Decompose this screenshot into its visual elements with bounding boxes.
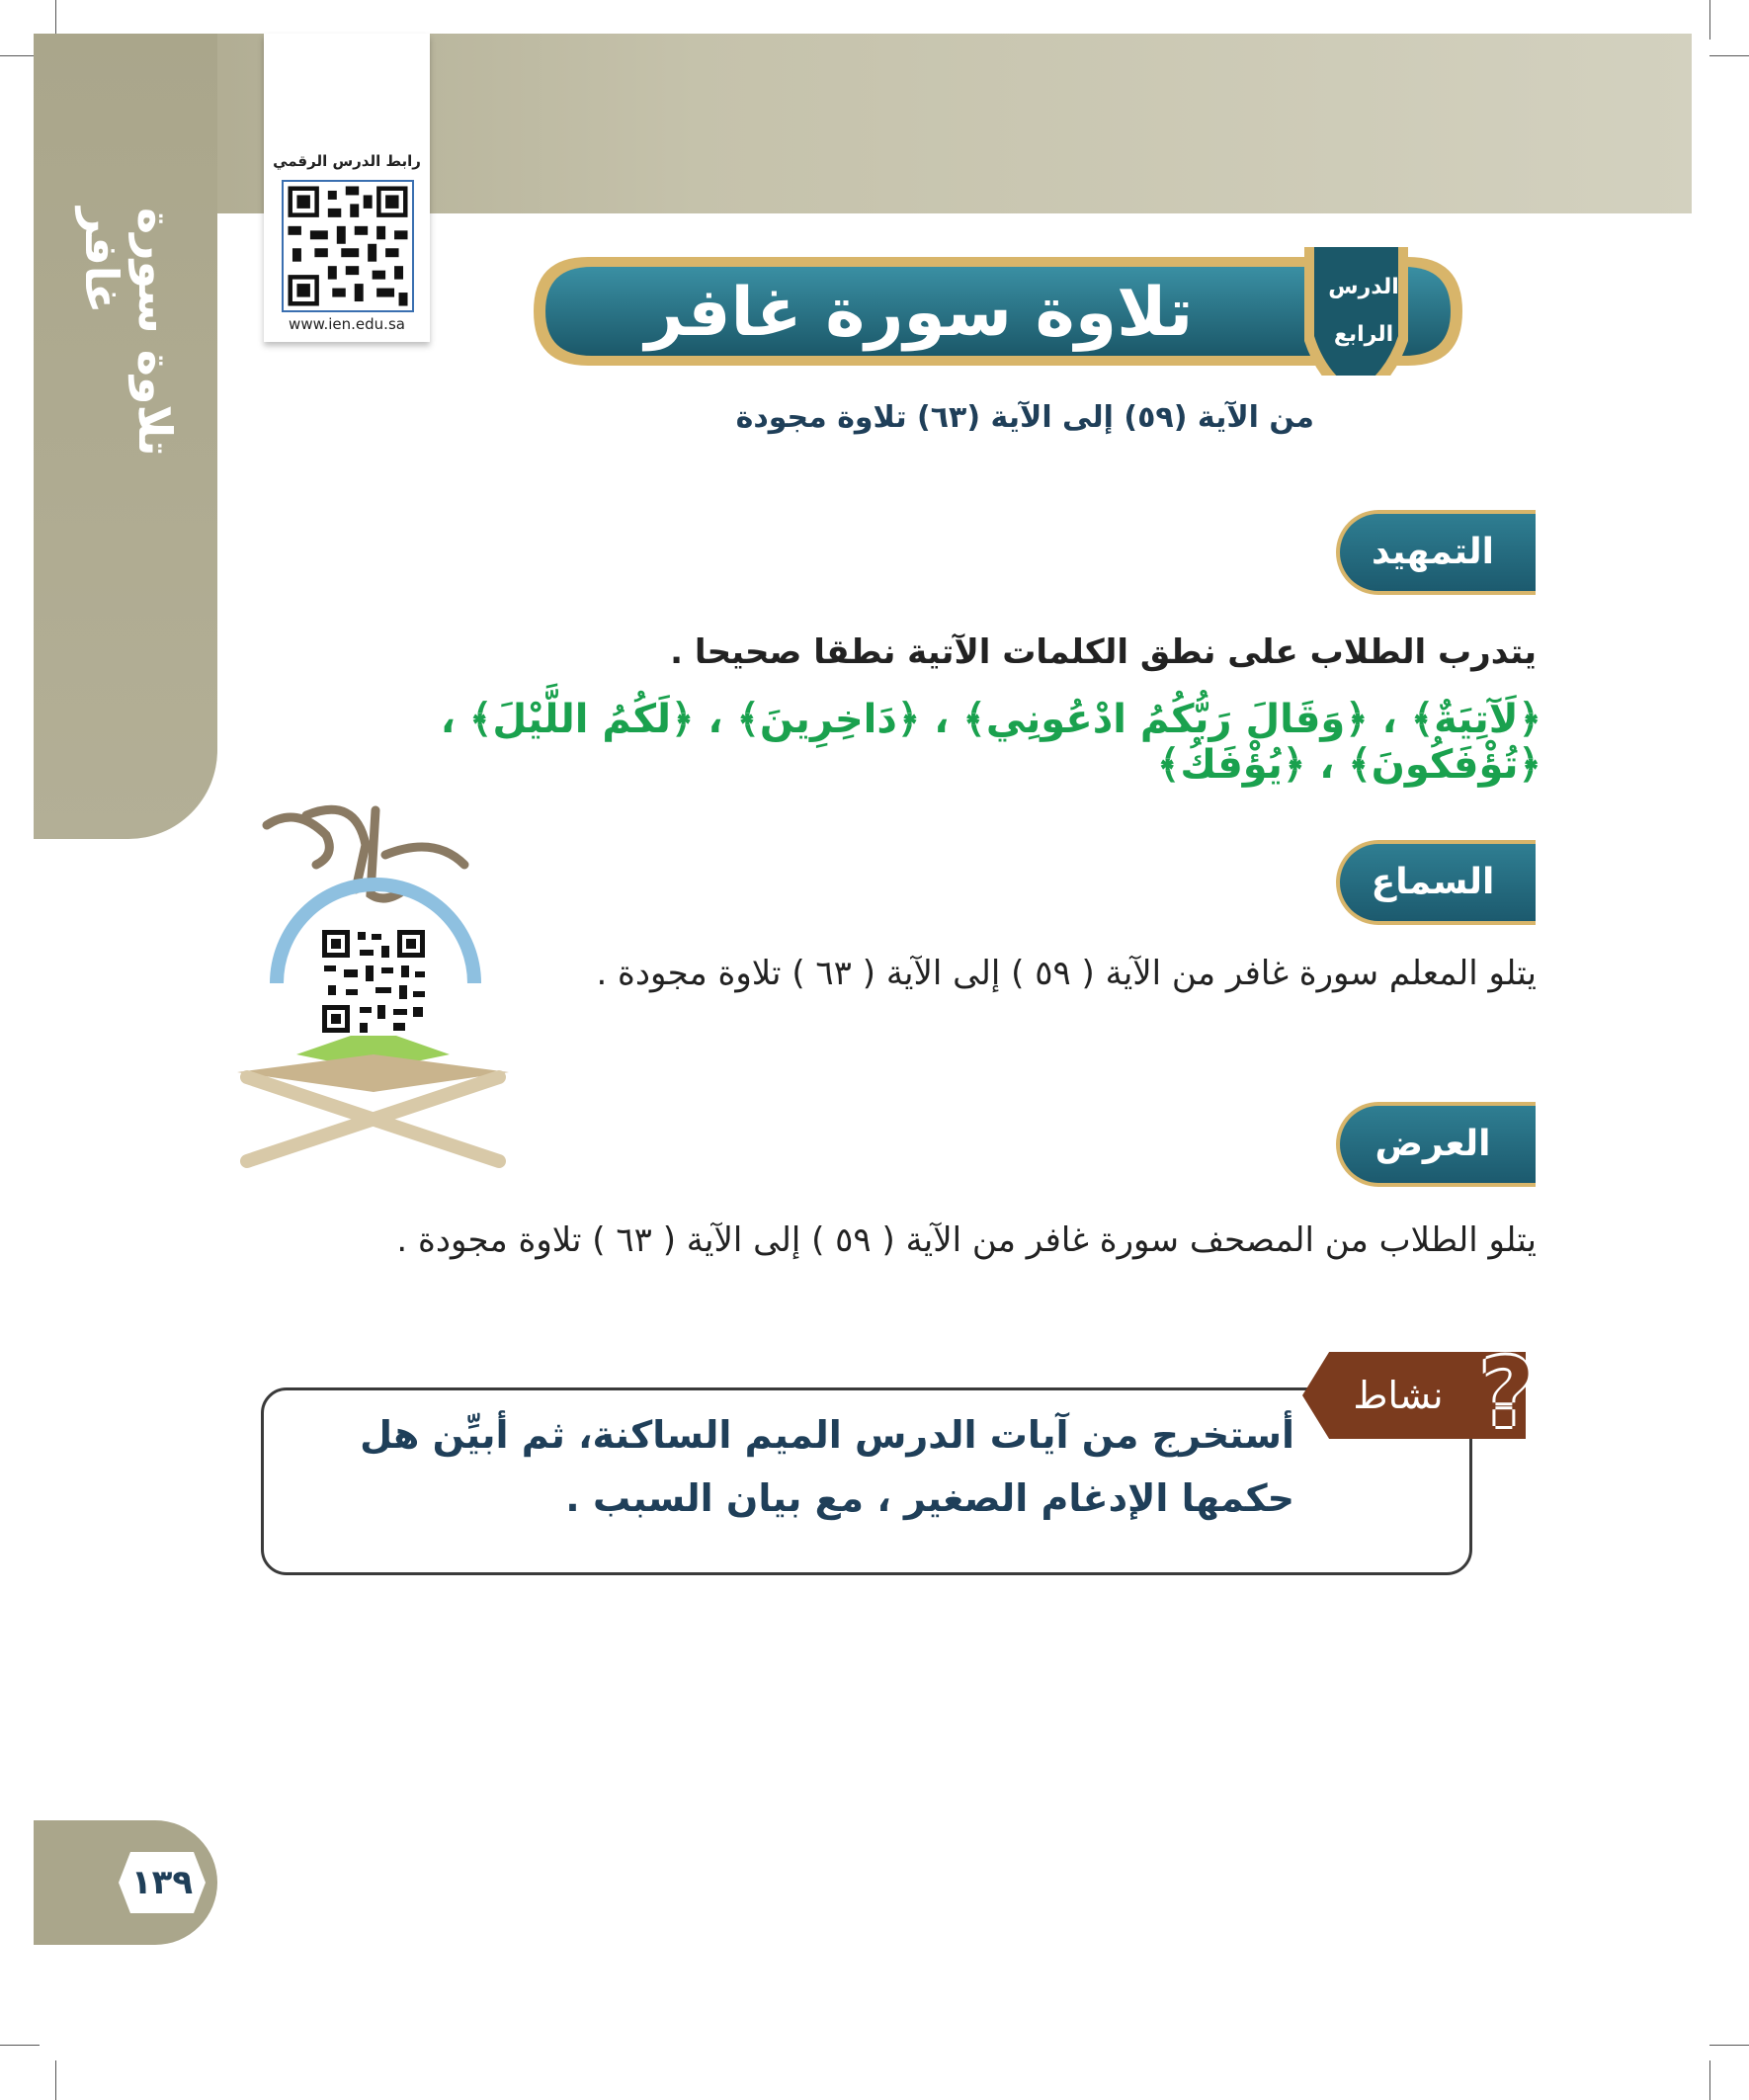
question-mark-icon: ?: [1479, 1338, 1535, 1449]
crop-mark: [1709, 2045, 1749, 2046]
qr-code-icon[interactable]: [282, 180, 414, 312]
crop-mark: [55, 2060, 56, 2100]
lesson-badge-label: الدرس: [1328, 275, 1399, 299]
section-label-display: العرض: [1374, 1124, 1491, 1164]
crop-mark: [0, 2045, 40, 2046]
lesson-title: تلاوة سورة غافر: [644, 274, 1194, 352]
listening-text: يتلو المعلم سورة غافر من الآية ( ٥٩ ) إلى الآية ( ٦٣ ) تلاوة مجودة .: [596, 954, 1537, 993]
crop-mark: [1709, 0, 1710, 40]
crop-mark: [1709, 55, 1749, 56]
section-label-intro: التمهيد: [1372, 532, 1494, 572]
intro-text: يتدرب الطلاب على نطق الكلمات الآتية نطقا صحيحا .: [670, 632, 1537, 672]
digital-lesson-card[interactable]: [264, 34, 430, 342]
page-number: ١٣٩: [130, 1863, 194, 1902]
crop-mark: [1709, 2060, 1710, 2100]
section-label-listening: السماع: [1371, 862, 1495, 902]
activity-label: نشاط: [1353, 1374, 1444, 1417]
display-text: يتلو الطلاب من المصحف سورة غافر من الآية ( ٥٩ ) إلى الآية ( ٦٣ ) تلاوة مجودة .: [396, 1220, 1537, 1260]
activity-text: أستخرج من آيات الدرس الميم الساكنة، ثم أبيِّن هل حكمها الإدغام الصغير ، مع بيان السبب .: [360, 1413, 1294, 1520]
intro-words: ﴿لَآتِيَةٌ﴾ ، ﴿وَقَالَ رَبُّكُمُ ادْعُونِي﴾ ، ﴿دَاخِرِينَ﴾ ، ﴿لَكُمُ اللَّيْلَ﴾ ، ﴿تُؤْفَكُونَ﴾ ، ﴿يُؤْفَكُ﴾: [440, 697, 1541, 788]
digital-link-label: رابط الدرس الرقمي: [273, 152, 421, 170]
lesson-subtitle: من الآية (٥٩) إلى الآية (٦٣) تلاوة مجودة: [735, 400, 1314, 435]
tartil-qr-icon[interactable]: [237, 796, 509, 1171]
digital-link-url[interactable]: www.ien.edu.sa: [289, 315, 405, 333]
lesson-badge-number: الرابع: [1333, 322, 1394, 347]
side-title: تلاوة سورة غافر: [75, 208, 182, 457]
